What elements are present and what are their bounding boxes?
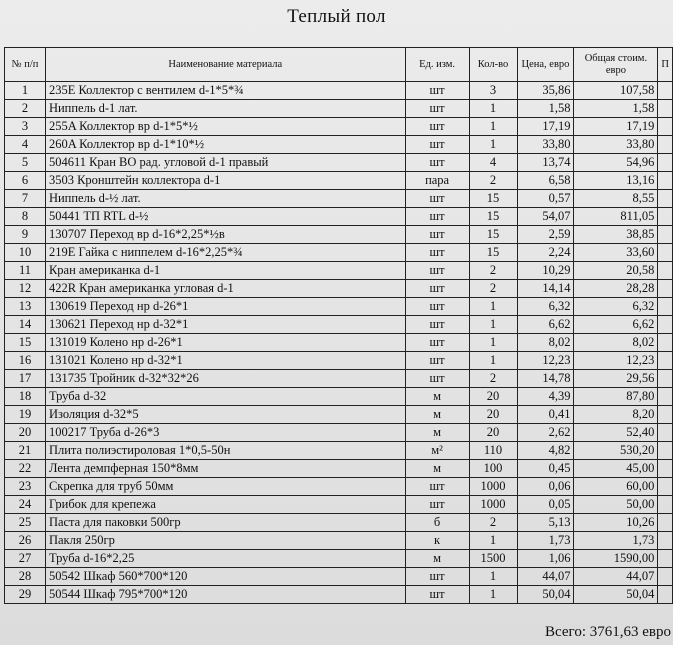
cell-unit: шт (405, 154, 469, 172)
table-row (5, 532, 673, 550)
cell-total: 44,07 (574, 568, 658, 586)
cell-qty: 1 (469, 532, 517, 550)
cell-unit: м (405, 460, 469, 478)
table-row (5, 298, 673, 316)
cell-price: 6,62 (517, 316, 574, 334)
cell-extra (658, 532, 673, 550)
cell-extra (658, 460, 673, 478)
cell-extra (658, 496, 673, 514)
cell-price: 50,04 (517, 586, 574, 604)
cell-extra (658, 550, 673, 568)
document-title: Теплый пол (287, 6, 386, 27)
cell-price: 8,02 (517, 334, 574, 352)
table-row (5, 82, 673, 100)
cell-qty: 1 (469, 586, 517, 604)
cell-name: Лента демпферная 150*8мм (45, 460, 405, 478)
table-row (5, 406, 673, 424)
cell-num: 1 (5, 82, 46, 100)
cell-num: 17 (5, 370, 46, 388)
cell-qty: 1 (469, 334, 517, 352)
cell-extra (658, 568, 673, 586)
cell-qty: 2 (469, 172, 517, 190)
cell-total: 8,02 (574, 334, 658, 352)
cell-extra (658, 136, 673, 154)
cell-unit: м (405, 406, 469, 424)
cell-price: 5,13 (517, 514, 574, 532)
cell-price: 2,24 (517, 244, 574, 262)
cell-qty: 15 (469, 226, 517, 244)
cell-total: 33,60 (574, 244, 658, 262)
cell-extra (658, 208, 673, 226)
cell-num: 27 (5, 550, 46, 568)
cell-qty: 20 (469, 388, 517, 406)
table-header-row (5, 48, 673, 82)
cell-extra (658, 298, 673, 316)
cell-name: Скрепка для труб 50мм (45, 478, 405, 496)
cell-name: 219E Гайка с ниппелем d-16*2,25*¾ (45, 244, 405, 262)
cell-extra (658, 100, 673, 118)
cell-price: 12,23 (517, 352, 574, 370)
cell-unit: шт (405, 478, 469, 496)
cell-price: 1,06 (517, 550, 574, 568)
cell-num: 28 (5, 568, 46, 586)
cell-name: 255A Коллектор вр d-1*5*½ (45, 118, 405, 136)
header-unit: Ед. изм. (405, 48, 469, 82)
cell-qty: 100 (469, 460, 517, 478)
cell-price: 17,19 (517, 118, 574, 136)
header-name: Наименование материала (45, 48, 405, 82)
cell-name: 50544 Шкаф 795*700*120 (45, 586, 405, 604)
cell-unit: м (405, 424, 469, 442)
cell-num: 18 (5, 388, 46, 406)
cell-qty: 15 (469, 190, 517, 208)
cell-unit: шт (405, 136, 469, 154)
table-row (5, 280, 673, 298)
cell-name: Ниппель d-½ лат. (45, 190, 405, 208)
cell-num: 12 (5, 280, 46, 298)
cell-total: 17,19 (574, 118, 658, 136)
cell-total: 6,32 (574, 298, 658, 316)
table-row (5, 100, 673, 118)
grand-total-label: Всего: (545, 624, 586, 640)
cell-extra (658, 190, 673, 208)
cell-num: 9 (5, 226, 46, 244)
cell-qty: 1 (469, 352, 517, 370)
cell-qty: 2 (469, 262, 517, 280)
cell-unit: пара (405, 172, 469, 190)
cell-num: 14 (5, 316, 46, 334)
table-row (5, 388, 673, 406)
cell-unit: шт (405, 370, 469, 388)
cell-qty: 1000 (469, 496, 517, 514)
cell-num: 26 (5, 532, 46, 550)
cell-extra (658, 118, 673, 136)
cell-qty: 3 (469, 82, 517, 100)
cell-unit: шт (405, 496, 469, 514)
cell-extra (658, 424, 673, 442)
cell-price: 33,80 (517, 136, 574, 154)
cell-total: 45,00 (574, 460, 658, 478)
cell-name: 260A Коллектор вр d-1*10*½ (45, 136, 405, 154)
table-row (5, 316, 673, 334)
cell-total: 811,05 (574, 208, 658, 226)
cell-price: 4,82 (517, 442, 574, 460)
cell-num: 3 (5, 118, 46, 136)
cell-name: 3503 Кронштейн коллектора d-1 (45, 172, 405, 190)
cell-total: 12,23 (574, 352, 658, 370)
table-row (5, 244, 673, 262)
header-total: Общая стоим. евро (574, 48, 658, 82)
cell-num: 23 (5, 478, 46, 496)
cell-total: 13,16 (574, 172, 658, 190)
table-row (5, 136, 673, 154)
cell-unit: шт (405, 334, 469, 352)
materials-table (4, 47, 673, 604)
cell-extra (658, 370, 673, 388)
cell-name: 130621 Переход нр d-32*1 (45, 316, 405, 334)
cell-total: 50,00 (574, 496, 658, 514)
cell-num: 24 (5, 496, 46, 514)
cell-name: Плита полиэстироловая 1*0,5-50н (45, 442, 405, 460)
table-row (5, 442, 673, 460)
cell-unit: шт (405, 262, 469, 280)
cell-num: 19 (5, 406, 46, 424)
cell-name: Грибок для крепежа (45, 496, 405, 514)
cell-num: 15 (5, 334, 46, 352)
cell-total: 38,85 (574, 226, 658, 244)
cell-num: 20 (5, 424, 46, 442)
cell-total: 6,62 (574, 316, 658, 334)
cell-total: 29,56 (574, 370, 658, 388)
cell-qty: 1000 (469, 478, 517, 496)
cell-total: 8,55 (574, 190, 658, 208)
cell-total: 52,40 (574, 424, 658, 442)
cell-total: 10,26 (574, 514, 658, 532)
cell-qty: 1 (469, 298, 517, 316)
table-row (5, 190, 673, 208)
cell-extra (658, 406, 673, 424)
table-row (5, 226, 673, 244)
cell-total: 54,96 (574, 154, 658, 172)
table-row (5, 568, 673, 586)
cell-price: 0,05 (517, 496, 574, 514)
cell-extra (658, 172, 673, 190)
cell-unit: шт (405, 190, 469, 208)
header-extra: П (658, 48, 673, 82)
cell-price: 10,29 (517, 262, 574, 280)
cell-num: 10 (5, 244, 46, 262)
cell-total: 1,58 (574, 100, 658, 118)
cell-qty: 1500 (469, 550, 517, 568)
cell-price: 2,59 (517, 226, 574, 244)
cell-name: 130619 Переход нр d-26*1 (45, 298, 405, 316)
cell-unit: шт (405, 118, 469, 136)
cell-extra (658, 280, 673, 298)
cell-price: 6,32 (517, 298, 574, 316)
cell-name: 235E Коллектор с вентилем d-1*5*¾ (45, 82, 405, 100)
cell-name: Кран американка d-1 (45, 262, 405, 280)
cell-total: 60,00 (574, 478, 658, 496)
cell-unit: шт (405, 316, 469, 334)
cell-num: 21 (5, 442, 46, 460)
cell-unit: шт (405, 352, 469, 370)
cell-total: 28,28 (574, 280, 658, 298)
cell-name: 131021 Колено нр d-32*1 (45, 352, 405, 370)
table-row (5, 370, 673, 388)
cell-price: 0,45 (517, 460, 574, 478)
cell-unit: шт (405, 208, 469, 226)
cell-extra (658, 316, 673, 334)
cell-name: 504611 Кран ВО рад. угловой d-1 правый (45, 154, 405, 172)
cell-extra (658, 478, 673, 496)
cell-name: Паста для паковки 500гр (45, 514, 405, 532)
table-row (5, 172, 673, 190)
cell-qty: 15 (469, 208, 517, 226)
header-num: № п/п (5, 48, 46, 82)
cell-name: Труба d-16*2,25 (45, 550, 405, 568)
cell-qty: 2 (469, 514, 517, 532)
cell-unit: шт (405, 100, 469, 118)
cell-extra (658, 442, 673, 460)
table-row (5, 478, 673, 496)
cell-num: 8 (5, 208, 46, 226)
cell-name: 422R Кран американка угловая d-1 (45, 280, 405, 298)
cell-unit: шт (405, 586, 469, 604)
cell-price: 54,07 (517, 208, 574, 226)
cell-price: 4,39 (517, 388, 574, 406)
cell-extra (658, 244, 673, 262)
cell-price: 0,57 (517, 190, 574, 208)
cell-price: 2,62 (517, 424, 574, 442)
cell-price: 13,74 (517, 154, 574, 172)
cell-extra (658, 334, 673, 352)
header-qty: Кол-во (469, 48, 517, 82)
cell-total: 530,20 (574, 442, 658, 460)
cell-total: 87,80 (574, 388, 658, 406)
cell-qty: 1 (469, 118, 517, 136)
cell-name: 100217 Труба d-26*3 (45, 424, 405, 442)
cell-extra (658, 388, 673, 406)
cell-name: 131735 Тройник d-32*32*26 (45, 370, 405, 388)
cell-price: 14,14 (517, 280, 574, 298)
cell-price: 35,86 (517, 82, 574, 100)
cell-total: 20,58 (574, 262, 658, 280)
cell-qty: 2 (469, 280, 517, 298)
cell-price: 6,58 (517, 172, 574, 190)
cell-extra (658, 154, 673, 172)
cell-unit: шт (405, 244, 469, 262)
cell-price: 0,06 (517, 478, 574, 496)
cell-extra (658, 226, 673, 244)
cell-price: 1,58 (517, 100, 574, 118)
cell-unit: шт (405, 226, 469, 244)
cell-qty: 20 (469, 424, 517, 442)
table-row (5, 424, 673, 442)
cell-name: Труба d-32 (45, 388, 405, 406)
cell-qty: 4 (469, 154, 517, 172)
cell-price: 0,41 (517, 406, 574, 424)
table-row (5, 154, 673, 172)
cell-extra (658, 352, 673, 370)
cell-extra (658, 82, 673, 100)
cell-name: 131019 Колено нр d-26*1 (45, 334, 405, 352)
cell-name: 130707 Переход вр d-16*2,25*½в (45, 226, 405, 244)
cell-unit: шт (405, 568, 469, 586)
cell-num: 11 (5, 262, 46, 280)
cell-total: 107,58 (574, 82, 658, 100)
cell-num: 5 (5, 154, 46, 172)
cell-total: 50,04 (574, 586, 658, 604)
cell-unit: б (405, 514, 469, 532)
table-row (5, 262, 673, 280)
cell-unit: к (405, 532, 469, 550)
table-row (5, 334, 673, 352)
cell-unit: м² (405, 442, 469, 460)
table-row (5, 496, 673, 514)
cell-qty: 1 (469, 568, 517, 586)
cell-unit: шт (405, 82, 469, 100)
cell-unit: м (405, 550, 469, 568)
table-row (5, 550, 673, 568)
cell-price: 1,73 (517, 532, 574, 550)
cell-num: 22 (5, 460, 46, 478)
cell-qty: 1 (469, 316, 517, 334)
table-row (5, 118, 673, 136)
cell-unit: м (405, 388, 469, 406)
header-price: Цена, евро (517, 48, 574, 82)
cell-qty: 2 (469, 370, 517, 388)
cell-name: 50542 Шкаф 560*700*120 (45, 568, 405, 586)
cell-total: 1590,00 (574, 550, 658, 568)
cell-extra (658, 514, 673, 532)
table-row (5, 460, 673, 478)
table-row (5, 208, 673, 226)
cell-qty: 20 (469, 406, 517, 424)
cell-extra (658, 586, 673, 604)
cell-qty: 1 (469, 136, 517, 154)
table-row (5, 352, 673, 370)
cell-name: Пакля 250гр (45, 532, 405, 550)
cell-num: 4 (5, 136, 46, 154)
table-row (5, 514, 673, 532)
cell-name: 50441 ТП RTL d-½ (45, 208, 405, 226)
cell-qty: 110 (469, 442, 517, 460)
cell-name: Ниппель d-1 лат. (45, 100, 405, 118)
cell-price: 44,07 (517, 568, 574, 586)
cell-num: 7 (5, 190, 46, 208)
cell-num: 13 (5, 298, 46, 316)
cell-unit: шт (405, 280, 469, 298)
grand-total-value: 3761,63 евро (589, 624, 671, 640)
grand-total (545, 624, 671, 641)
cell-qty: 1 (469, 100, 517, 118)
cell-price: 14,78 (517, 370, 574, 388)
cell-num: 16 (5, 352, 46, 370)
cell-qty: 15 (469, 244, 517, 262)
cell-num: 6 (5, 172, 46, 190)
cell-total: 33,80 (574, 136, 658, 154)
cell-extra (658, 262, 673, 280)
cell-unit: шт (405, 298, 469, 316)
table-row (5, 586, 673, 604)
cell-num: 25 (5, 514, 46, 532)
cell-num: 29 (5, 586, 46, 604)
cell-num: 2 (5, 100, 46, 118)
cell-total: 1,73 (574, 532, 658, 550)
cell-name: Изоляция d-32*5 (45, 406, 405, 424)
cell-total: 8,20 (574, 406, 658, 424)
